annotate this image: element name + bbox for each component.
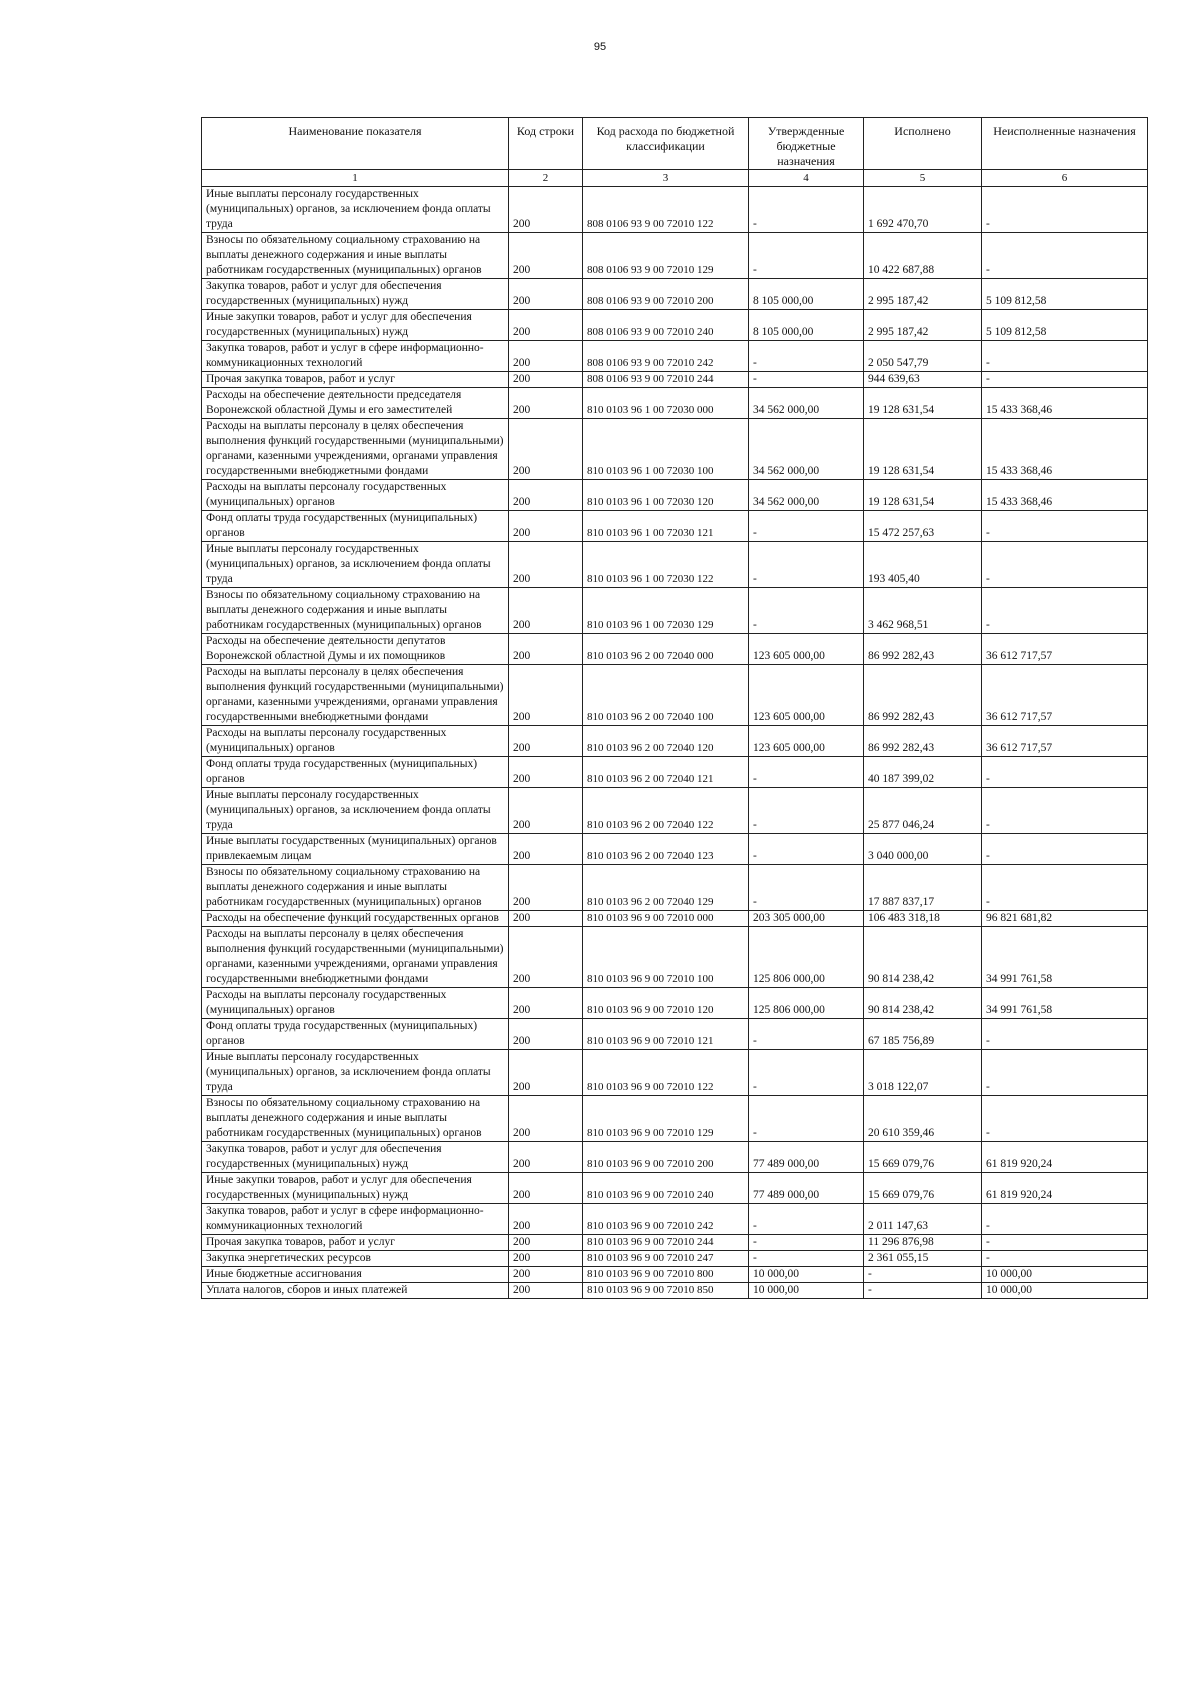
indicator-name: Закупка товаров, работ и услуг в сфере информационно-коммуникационных технологий bbox=[202, 341, 509, 372]
indicator-name: Расходы на выплаты персоналу государственных (муниципальных) органов bbox=[202, 480, 509, 511]
budget-classification-code: 808 0106 93 9 00 72010 122 bbox=[583, 187, 749, 233]
row-code: 200 bbox=[509, 372, 583, 388]
executed-amount: 67 185 756,89 bbox=[864, 1019, 982, 1050]
budget-classification-code: 810 0103 96 1 00 72030 120 bbox=[583, 480, 749, 511]
header-unexecuted: Неисполненные назначения bbox=[982, 118, 1148, 170]
row-code: 200 bbox=[509, 1283, 583, 1299]
indicator-name: Иные выплаты персоналу государственных (муниципальных) органов, за исключением фонда оплаты труда bbox=[202, 788, 509, 834]
unexecuted-amount: 15 433 368,46 bbox=[982, 388, 1148, 419]
table-row bbox=[202, 1235, 1148, 1251]
approved-amount: 203 305 000,00 bbox=[749, 911, 864, 927]
indicator-name: Иные выплаты персоналу государственных (муниципальных) органов, за исключением фонда оплаты труда bbox=[202, 187, 509, 233]
approved-amount: 123 605 000,00 bbox=[749, 665, 864, 726]
unexecuted-amount: - bbox=[982, 187, 1148, 233]
table-row bbox=[202, 1142, 1148, 1173]
approved-amount: 77 489 000,00 bbox=[749, 1173, 864, 1204]
executed-amount: 944 639,63 bbox=[864, 372, 982, 388]
budget-classification-code: 810 0103 96 2 00 72040 123 bbox=[583, 834, 749, 865]
indicator-name: Расходы на выплаты персоналу государственных (муниципальных) органов bbox=[202, 726, 509, 757]
budget-classification-code: 810 0103 96 2 00 72040 120 bbox=[583, 726, 749, 757]
header-indicator-name: Наименование показателя bbox=[202, 118, 509, 170]
executed-amount: 3 018 122,07 bbox=[864, 1050, 982, 1096]
table-row bbox=[202, 372, 1148, 388]
row-code: 200 bbox=[509, 511, 583, 542]
executed-amount: 15 669 079,76 bbox=[864, 1142, 982, 1173]
budget-classification-code: 808 0106 93 9 00 72010 240 bbox=[583, 310, 749, 341]
budget-classification-code: 810 0103 96 9 00 72010 850 bbox=[583, 1283, 749, 1299]
unexecuted-amount: - bbox=[982, 233, 1148, 279]
executed-amount: 106 483 318,18 bbox=[864, 911, 982, 927]
indicator-name: Иные выплаты государственных (муниципальных) органов привлекаемым лицам bbox=[202, 834, 509, 865]
column-number-row bbox=[202, 170, 1148, 187]
approved-amount: - bbox=[749, 372, 864, 388]
executed-amount: 15 472 257,63 bbox=[864, 511, 982, 542]
budget-classification-code: 810 0103 96 9 00 72010 000 bbox=[583, 911, 749, 927]
approved-amount: 8 105 000,00 bbox=[749, 310, 864, 341]
unexecuted-amount: - bbox=[982, 1251, 1148, 1267]
budget-classification-code: 810 0103 96 9 00 72010 242 bbox=[583, 1204, 749, 1235]
approved-amount: 10 000,00 bbox=[749, 1283, 864, 1299]
indicator-name: Расходы на выплаты персоналу в целях обеспечения выполнения функций государственными (муниципальными) органами, казенными учреждениями, органами управления государственными внебюджетными фондами bbox=[202, 419, 509, 480]
indicator-name: Закупка товаров, работ и услуг для обеспечения государственных (муниципальных) нужд bbox=[202, 1142, 509, 1173]
table-row bbox=[202, 1267, 1148, 1283]
budget-classification-code: 808 0106 93 9 00 72010 200 bbox=[583, 279, 749, 310]
budget-execution-table bbox=[201, 117, 1148, 1299]
budget-classification-code: 810 0103 96 9 00 72010 800 bbox=[583, 1267, 749, 1283]
indicator-name: Расходы на выплаты персоналу в целях обеспечения выполнения функций государственными (муниципальными) органами, казенными учреждениями, органами управления государственными внебюджетными фондами bbox=[202, 927, 509, 988]
budget-classification-code: 810 0103 96 1 00 72030 121 bbox=[583, 511, 749, 542]
table-row bbox=[202, 1204, 1148, 1235]
approved-amount: - bbox=[749, 233, 864, 279]
executed-amount: 3 040 000,00 bbox=[864, 834, 982, 865]
executed-amount: 193 405,40 bbox=[864, 542, 982, 588]
table-row bbox=[202, 310, 1148, 341]
indicator-name: Фонд оплаты труда государственных (муниципальных) органов bbox=[202, 511, 509, 542]
executed-amount: 86 992 282,43 bbox=[864, 665, 982, 726]
executed-amount: 2 361 055,15 bbox=[864, 1251, 982, 1267]
indicator-name: Фонд оплаты труда государственных (муниципальных) органов bbox=[202, 1019, 509, 1050]
indicator-name: Расходы на обеспечение функций государственных органов bbox=[202, 911, 509, 927]
row-code: 200 bbox=[509, 788, 583, 834]
approved-amount: - bbox=[749, 511, 864, 542]
executed-amount: 86 992 282,43 bbox=[864, 726, 982, 757]
column-number: 5 bbox=[864, 170, 982, 187]
unexecuted-amount: - bbox=[982, 757, 1148, 788]
header-approved: Утвержденные бюджетные назначения bbox=[749, 118, 864, 170]
indicator-name: Иные закупки товаров, работ и услуг для обеспечения государственных (муниципальных) нужд bbox=[202, 310, 509, 341]
executed-amount: 19 128 631,54 bbox=[864, 419, 982, 480]
table-row bbox=[202, 1096, 1148, 1142]
executed-amount: 2 995 187,42 bbox=[864, 279, 982, 310]
table-row bbox=[202, 726, 1148, 757]
indicator-name: Расходы на выплаты персоналу в целях обеспечения выполнения функций государственными (муниципальными) органами, казенными учреждениями, органами управления государственными внебюджетными фондами bbox=[202, 665, 509, 726]
row-code: 200 bbox=[509, 1204, 583, 1235]
approved-amount: 123 605 000,00 bbox=[749, 634, 864, 665]
budget-classification-code: 810 0103 96 9 00 72010 247 bbox=[583, 1251, 749, 1267]
table-row bbox=[202, 1019, 1148, 1050]
row-code: 200 bbox=[509, 1235, 583, 1251]
table-row bbox=[202, 788, 1148, 834]
executed-amount: 90 814 238,42 bbox=[864, 927, 982, 988]
table-row bbox=[202, 187, 1148, 233]
approved-amount: 10 000,00 bbox=[749, 1267, 864, 1283]
executed-amount: - bbox=[864, 1283, 982, 1299]
approved-amount: - bbox=[749, 542, 864, 588]
row-code: 200 bbox=[509, 1173, 583, 1204]
indicator-name: Расходы на обеспечение деятельности депутатов Воронежской областной Думы и их помощников bbox=[202, 634, 509, 665]
column-number: 3 bbox=[583, 170, 749, 187]
approved-amount: - bbox=[749, 187, 864, 233]
table-row bbox=[202, 1251, 1148, 1267]
approved-amount: - bbox=[749, 341, 864, 372]
approved-amount: - bbox=[749, 1251, 864, 1267]
row-code: 200 bbox=[509, 988, 583, 1019]
approved-amount: - bbox=[749, 788, 864, 834]
row-code: 200 bbox=[509, 388, 583, 419]
unexecuted-amount: 34 991 761,58 bbox=[982, 927, 1148, 988]
row-code: 200 bbox=[509, 665, 583, 726]
header-row bbox=[202, 118, 1148, 170]
unexecuted-amount: - bbox=[982, 788, 1148, 834]
budget-classification-code: 810 0103 96 9 00 72010 200 bbox=[583, 1142, 749, 1173]
approved-amount: 123 605 000,00 bbox=[749, 726, 864, 757]
unexecuted-amount: - bbox=[982, 1050, 1148, 1096]
executed-amount: 11 296 876,98 bbox=[864, 1235, 982, 1251]
indicator-name: Взносы по обязательному социальному страхованию на выплаты денежного содержания и иные выплаты работникам государственных (муниципальных) органов bbox=[202, 865, 509, 911]
unexecuted-amount: - bbox=[982, 1204, 1148, 1235]
row-code: 200 bbox=[509, 726, 583, 757]
table-row bbox=[202, 542, 1148, 588]
executed-amount: 2 011 147,63 bbox=[864, 1204, 982, 1235]
row-code: 200 bbox=[509, 480, 583, 511]
table-row bbox=[202, 927, 1148, 988]
executed-amount: 3 462 968,51 bbox=[864, 588, 982, 634]
budget-classification-code: 810 0103 96 9 00 72010 240 bbox=[583, 1173, 749, 1204]
row-code: 200 bbox=[509, 834, 583, 865]
indicator-name: Закупка товаров, работ и услуг для обеспечения государственных (муниципальных) нужд bbox=[202, 279, 509, 310]
table-row bbox=[202, 988, 1148, 1019]
approved-amount: 125 806 000,00 bbox=[749, 927, 864, 988]
column-number: 2 bbox=[509, 170, 583, 187]
row-code: 200 bbox=[509, 279, 583, 310]
indicator-name: Фонд оплаты труда государственных (муниципальных) органов bbox=[202, 757, 509, 788]
executed-amount: 1 692 470,70 bbox=[864, 187, 982, 233]
unexecuted-amount: - bbox=[982, 1096, 1148, 1142]
unexecuted-amount: - bbox=[982, 834, 1148, 865]
row-code: 200 bbox=[509, 634, 583, 665]
approved-amount: 34 562 000,00 bbox=[749, 388, 864, 419]
budget-classification-code: 810 0103 96 1 00 72030 000 bbox=[583, 388, 749, 419]
unexecuted-amount: 36 612 717,57 bbox=[982, 665, 1148, 726]
row-code: 200 bbox=[509, 588, 583, 634]
budget-classification-code: 810 0103 96 9 00 72010 244 bbox=[583, 1235, 749, 1251]
row-code: 200 bbox=[509, 1251, 583, 1267]
row-code: 200 bbox=[509, 865, 583, 911]
unexecuted-amount: - bbox=[982, 1235, 1148, 1251]
unexecuted-amount: 34 991 761,58 bbox=[982, 988, 1148, 1019]
budget-classification-code: 808 0106 93 9 00 72010 244 bbox=[583, 372, 749, 388]
executed-amount: 2 995 187,42 bbox=[864, 310, 982, 341]
indicator-name: Закупка товаров, работ и услуг в сфере информационно-коммуникационных технологий bbox=[202, 1204, 509, 1235]
table-row bbox=[202, 834, 1148, 865]
approved-amount: - bbox=[749, 1235, 864, 1251]
executed-amount: 86 992 282,43 bbox=[864, 634, 982, 665]
executed-amount: 19 128 631,54 bbox=[864, 388, 982, 419]
unexecuted-amount: 36 612 717,57 bbox=[982, 634, 1148, 665]
budget-classification-code: 810 0103 96 9 00 72010 122 bbox=[583, 1050, 749, 1096]
indicator-name: Закупка энергетических ресурсов bbox=[202, 1251, 509, 1267]
unexecuted-amount: 5 109 812,58 bbox=[982, 310, 1148, 341]
table-body bbox=[202, 187, 1148, 1299]
indicator-name: Уплата налогов, сборов и иных платежей bbox=[202, 1283, 509, 1299]
unexecuted-amount: 61 819 920,24 bbox=[982, 1142, 1148, 1173]
table-row bbox=[202, 588, 1148, 634]
approved-amount: 125 806 000,00 bbox=[749, 988, 864, 1019]
column-number: 1 bbox=[202, 170, 509, 187]
header-row-code: Код строки bbox=[509, 118, 583, 170]
unexecuted-amount: - bbox=[982, 372, 1148, 388]
column-number: 6 bbox=[982, 170, 1148, 187]
row-code: 200 bbox=[509, 233, 583, 279]
approved-amount: - bbox=[749, 588, 864, 634]
budget-classification-code: 810 0103 96 9 00 72010 120 bbox=[583, 988, 749, 1019]
approved-amount: 77 489 000,00 bbox=[749, 1142, 864, 1173]
indicator-name: Расходы на выплаты персоналу государственных (муниципальных) органов bbox=[202, 988, 509, 1019]
page-number: 95 bbox=[593, 41, 607, 53]
indicator-name: Иные выплаты персоналу государственных (муниципальных) органов, за исключением фонда оплаты труда bbox=[202, 542, 509, 588]
approved-amount: - bbox=[749, 757, 864, 788]
budget-classification-code: 810 0103 96 1 00 72030 100 bbox=[583, 419, 749, 480]
row-code: 200 bbox=[509, 757, 583, 788]
approved-amount: 34 562 000,00 bbox=[749, 419, 864, 480]
unexecuted-amount: 61 819 920,24 bbox=[982, 1173, 1148, 1204]
table-row bbox=[202, 419, 1148, 480]
budget-classification-code: 810 0103 96 1 00 72030 122 bbox=[583, 542, 749, 588]
budget-classification-code: 810 0103 96 9 00 72010 100 bbox=[583, 927, 749, 988]
executed-amount: 19 128 631,54 bbox=[864, 480, 982, 511]
indicator-name: Взносы по обязательному социальному страхованию на выплаты денежного содержания и иные выплаты работникам государственных (муниципальных) органов bbox=[202, 1096, 509, 1142]
row-code: 200 bbox=[509, 1096, 583, 1142]
approved-amount: 34 562 000,00 bbox=[749, 480, 864, 511]
row-code: 200 bbox=[509, 1267, 583, 1283]
row-code: 200 bbox=[509, 911, 583, 927]
table-row bbox=[202, 279, 1148, 310]
budget-classification-code: 810 0103 96 2 00 72040 122 bbox=[583, 788, 749, 834]
budget-classification-code: 808 0106 93 9 00 72010 242 bbox=[583, 341, 749, 372]
row-code: 200 bbox=[509, 1050, 583, 1096]
unexecuted-amount: 15 433 368,46 bbox=[982, 419, 1148, 480]
budget-classification-code: 810 0103 96 9 00 72010 121 bbox=[583, 1019, 749, 1050]
executed-amount: 10 422 687,88 bbox=[864, 233, 982, 279]
unexecuted-amount: 36 612 717,57 bbox=[982, 726, 1148, 757]
row-code: 200 bbox=[509, 310, 583, 341]
approved-amount: - bbox=[749, 1204, 864, 1235]
row-code: 200 bbox=[509, 1142, 583, 1173]
approved-amount: - bbox=[749, 834, 864, 865]
unexecuted-amount: 5 109 812,58 bbox=[982, 279, 1148, 310]
table-row bbox=[202, 1173, 1148, 1204]
budget-classification-code: 808 0106 93 9 00 72010 129 bbox=[583, 233, 749, 279]
budget-classification-code: 810 0103 96 2 00 72040 121 bbox=[583, 757, 749, 788]
approved-amount: - bbox=[749, 1019, 864, 1050]
budget-classification-code: 810 0103 96 2 00 72040 129 bbox=[583, 865, 749, 911]
table-row bbox=[202, 911, 1148, 927]
executed-amount: 20 610 359,46 bbox=[864, 1096, 982, 1142]
approved-amount: - bbox=[749, 1050, 864, 1096]
budget-classification-code: 810 0103 96 1 00 72030 129 bbox=[583, 588, 749, 634]
column-number: 4 bbox=[749, 170, 864, 187]
row-code: 200 bbox=[509, 542, 583, 588]
unexecuted-amount: - bbox=[982, 1019, 1148, 1050]
budget-classification-code: 810 0103 96 2 00 72040 100 bbox=[583, 665, 749, 726]
unexecuted-amount: 15 433 368,46 bbox=[982, 480, 1148, 511]
executed-amount: 15 669 079,76 bbox=[864, 1173, 982, 1204]
executed-amount: 2 050 547,79 bbox=[864, 341, 982, 372]
table-row bbox=[202, 865, 1148, 911]
unexecuted-amount: 10 000,00 bbox=[982, 1283, 1148, 1299]
unexecuted-amount: - bbox=[982, 542, 1148, 588]
row-code: 200 bbox=[509, 187, 583, 233]
executed-amount: 40 187 399,02 bbox=[864, 757, 982, 788]
table-row bbox=[202, 388, 1148, 419]
executed-amount: - bbox=[864, 1267, 982, 1283]
indicator-name: Прочая закупка товаров, работ и услуг bbox=[202, 372, 509, 388]
table-row bbox=[202, 1050, 1148, 1096]
table-row bbox=[202, 233, 1148, 279]
indicator-name: Иные выплаты персоналу государственных (муниципальных) органов, за исключением фонда оплаты труда bbox=[202, 1050, 509, 1096]
header-budget-code: Код расхода по бюджетной классификации bbox=[583, 118, 749, 170]
executed-amount: 17 887 837,17 bbox=[864, 865, 982, 911]
approved-amount: 8 105 000,00 bbox=[749, 279, 864, 310]
approved-amount: - bbox=[749, 1096, 864, 1142]
table-row bbox=[202, 480, 1148, 511]
unexecuted-amount: - bbox=[982, 588, 1148, 634]
executed-amount: 25 877 046,24 bbox=[864, 788, 982, 834]
indicator-name: Расходы на обеспечение деятельности председателя Воронежской областной Думы и его заместителей bbox=[202, 388, 509, 419]
indicator-name: Иные бюджетные ассигнования bbox=[202, 1267, 509, 1283]
row-code: 200 bbox=[509, 341, 583, 372]
table-row bbox=[202, 757, 1148, 788]
table-row bbox=[202, 634, 1148, 665]
table-row bbox=[202, 341, 1148, 372]
table-row bbox=[202, 511, 1148, 542]
indicator-name: Взносы по обязательному социальному страхованию на выплаты денежного содержания и иные выплаты работникам государственных (муниципальных) органов bbox=[202, 588, 509, 634]
unexecuted-amount: - bbox=[982, 865, 1148, 911]
unexecuted-amount: - bbox=[982, 511, 1148, 542]
table-row bbox=[202, 1283, 1148, 1299]
unexecuted-amount: 10 000,00 bbox=[982, 1267, 1148, 1283]
indicator-name: Взносы по обязательному социальному страхованию на выплаты денежного содержания и иные выплаты работникам государственных (муниципальных) органов bbox=[202, 233, 509, 279]
header-executed: Исполнено bbox=[864, 118, 982, 170]
executed-amount: 90 814 238,42 bbox=[864, 988, 982, 1019]
row-code: 200 bbox=[509, 1019, 583, 1050]
row-code: 200 bbox=[509, 927, 583, 988]
budget-classification-code: 810 0103 96 9 00 72010 129 bbox=[583, 1096, 749, 1142]
unexecuted-amount: - bbox=[982, 341, 1148, 372]
row-code: 200 bbox=[509, 419, 583, 480]
budget-classification-code: 810 0103 96 2 00 72040 000 bbox=[583, 634, 749, 665]
indicator-name: Иные закупки товаров, работ и услуг для обеспечения государственных (муниципальных) нужд bbox=[202, 1173, 509, 1204]
table-row bbox=[202, 665, 1148, 726]
approved-amount: - bbox=[749, 865, 864, 911]
indicator-name: Прочая закупка товаров, работ и услуг bbox=[202, 1235, 509, 1251]
unexecuted-amount: 96 821 681,82 bbox=[982, 911, 1148, 927]
